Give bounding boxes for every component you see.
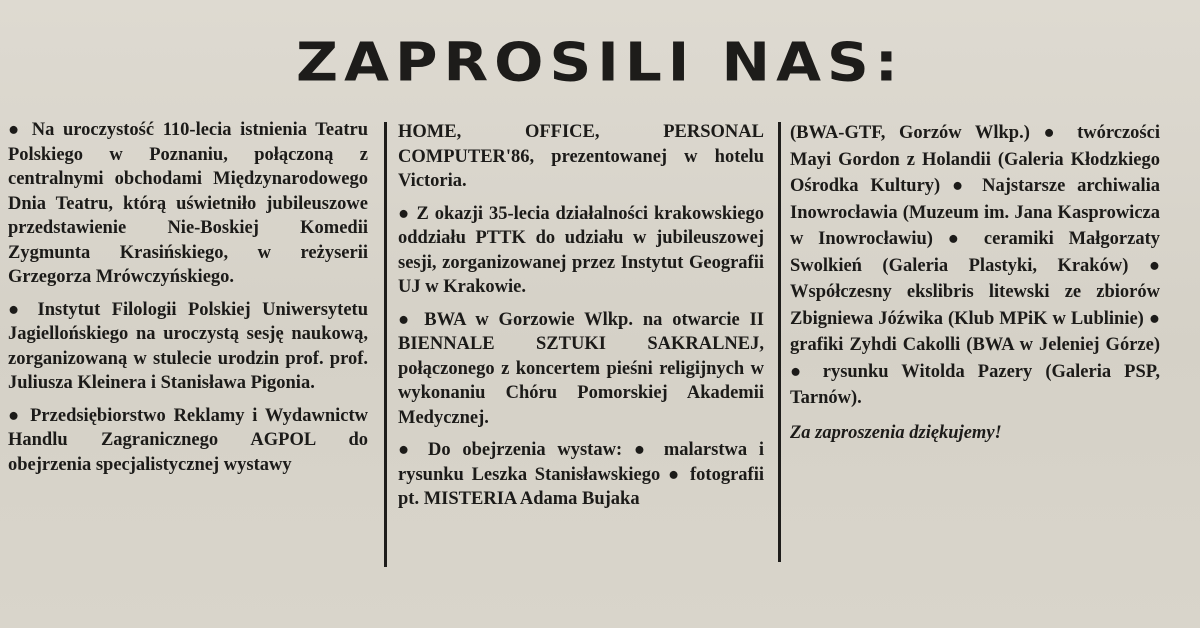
paragraph-pttk: ● Z okazji 35-lecia działalności krakowskiego oddziału PTTK do udziału w jubileuszowej sesji, zorganizowanej przez Instytut Geografii UJ w Krakowie. — [398, 203, 764, 297]
paragraph-instytut-filologii: ● Instytut Filologii Polskiej Uniwersytetu Jagiellońskiego na uroczystą sesję naukową, zorganizowaną w stulecie urodzin prof. prof. Juliusza Kleinera i Stanisława Pigonia. — [8, 299, 368, 393]
column-divider-2 — [778, 122, 781, 562]
paragraph-agpol: ● Przedsiębiorstwo Reklamy i Wydawnictw Handlu Zagranicznego AGPOL do obejrzenia specjalistycznej wystawy — [8, 405, 368, 475]
paragraph-wystawy: ● Do obejrzenia wystaw: ● malarstwa i rysunku Leszka Stanisławskiego ● fotografii pt. MISTERIA Adama Bujaka — [398, 440, 764, 509]
paragraph-bwa-gorzow: ● BWA w Gorzowie Wlkp. na otwarcie II BIENNALE SZTUKI SAKRALNEJ, połączonego z koncertem pieśni religijnych w wykonaniu Chóru Pomorskiej Akademii Medycznej. — [398, 309, 764, 428]
paragraph-teatr-polski: ● Na uroczystość 110-lecia istnienia Teatru Polskiego w Poznaniu, połączoną z centralnymi obchodami Międzynarodowego Dnia Teatru, którą uświetniło jubileuszowe przedstawienie Nie-Boskiej Komedii Zygmunta Krasińskiego, w reżyserii Grzegorza Mrówczyńskiego. — [8, 120, 368, 287]
column-3 — [790, 120, 1160, 454]
column-2 — [398, 120, 764, 520]
closing-thanks: Za zaproszenia dziękujemy! — [790, 422, 1002, 443]
paragraph-wystawy-cd: (BWA-GTF, Gorzów Wlkp.) ● twórczości Mayi Gordon z Holandii (Galeria Kłodzkiego Ośrodka Kultury) ● Najstarsze archiwalia Inowrocławia (Muzeum im. Jana Kasprowicza w Inowrocławiu) ● ceramiki Małgorzaty Swolkień (Galeria Plastyki, Kraków) ● Współczesny ekslibris litewski ze zbiorów Zbigniewa Jóźwika (Klub MPiK w Lublinie) ● grafiki Zyhdi Cakolli (BWA w Jeleniej Górze) ● rysunku Witolda Pazery (Galeria PSP, Tarnów). — [790, 123, 1160, 408]
headline: ZAPROSILI NAS: — [296, 30, 904, 94]
column-1 — [8, 118, 368, 485]
paragraph-computer86: HOME, OFFICE, PERSONAL COMPUTER'86, prezentowanej w hotelu Victoria. — [398, 122, 764, 191]
column-divider-1 — [384, 122, 387, 567]
